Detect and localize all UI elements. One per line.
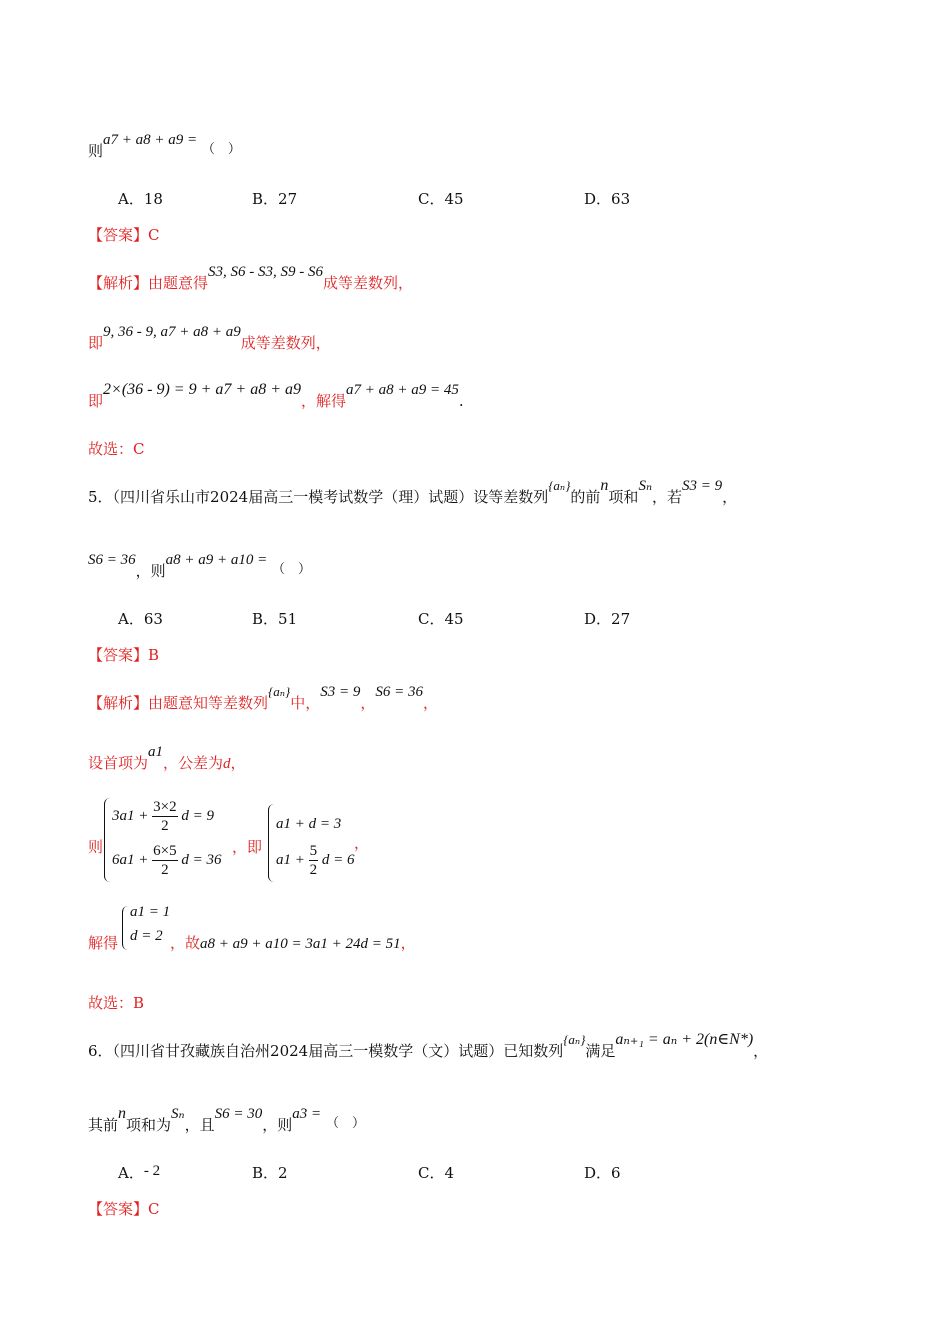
- q4-l3-prefix: 即: [88, 392, 104, 410]
- q6-stem2-d: ，则: [262, 1116, 293, 1134]
- q5-analysis-an: {aₙ}: [268, 684, 291, 699]
- q5-analysis-line1: [88, 684, 438, 713]
- q4-analysis-math: S3, S6 - S3, S9 - S6: [208, 264, 324, 280]
- q6-option-c: C．4: [418, 1164, 455, 1182]
- q5-system-1-row1: [112, 798, 214, 835]
- q4-analysis-line3: [88, 381, 464, 411]
- q5-sys1-r2b: d = 36: [181, 851, 222, 868]
- q4-analysis-line2: [88, 324, 331, 353]
- q4-l2-suffix: 成等差数列，: [240, 334, 331, 352]
- q5-sys1-r2-den: 2: [161, 862, 169, 878]
- q6-stem-an: {aₙ}: [563, 1032, 586, 1047]
- q4-option-c: C．45: [418, 190, 464, 208]
- q6-stem2-n: n: [118, 1105, 127, 1122]
- q5-sys3-r2: d = 2: [130, 928, 163, 944]
- q5-sys1-r1-den: 2: [161, 818, 169, 834]
- q4-l3-mid: ，解得: [300, 392, 346, 410]
- q5-stem-n: n: [600, 477, 609, 494]
- q6-stem-text-c: ，: [753, 1042, 769, 1060]
- q6-stem2-c: ，且: [184, 1116, 215, 1134]
- q6-stem-line2: [88, 1105, 365, 1135]
- q5-analysis-line2: [88, 744, 246, 773]
- q5-sys1-r1-num: 3×2: [153, 799, 177, 815]
- q4-conclusion: 故选：C: [88, 440, 145, 458]
- q5-sys1-r2a: 6a1 +: [112, 851, 149, 868]
- q5-system-1-row2: [112, 842, 221, 879]
- q5-sys2-r2a: a1 +: [276, 851, 305, 868]
- q5-sys3-r1: a1 = 1: [130, 904, 171, 920]
- q4-l3-math2: a7 + a8 + a9 = 45: [346, 382, 459, 398]
- q5-sys2-r1: a1 + d = 3: [276, 816, 342, 832]
- q5-stem-paren: （ ）: [272, 561, 312, 576]
- q5-sys2-r2b: d = 6: [321, 851, 355, 868]
- q5-stem-s3: S3 = 9: [682, 478, 723, 494]
- q5-stem-line1: [88, 477, 738, 507]
- q6-option-a-value: - 2: [143, 1163, 161, 1179]
- q4-stem-prefix: 则: [88, 142, 104, 160]
- q5-l4-end: ，: [400, 934, 416, 952]
- q5-stem-text-b: 的前: [570, 488, 601, 506]
- q5-analysis-end: ，: [422, 694, 438, 712]
- q5-l3-mid: ，即: [232, 838, 263, 856]
- q5-stem-line2: [88, 552, 312, 581]
- q4-l3-math: 2×(36 - 9) = 9 + a7 + a8 + a9: [103, 381, 301, 398]
- q5-option-b: B．51: [252, 610, 298, 628]
- q5-analysis-mid: 中，: [290, 694, 321, 712]
- q5-l4-prefix: 解得: [88, 934, 119, 952]
- q5-stem-text-e: ，: [722, 488, 738, 506]
- q5-system-2-row2: [276, 842, 355, 879]
- q5-l2-end: ，: [230, 754, 246, 772]
- q6-stem2-a3: a3 =: [292, 1106, 322, 1122]
- q5-stem-s6: S6 = 36: [88, 552, 136, 568]
- q5-l4-rest: [170, 932, 416, 953]
- q5-option-d: D．27: [584, 610, 631, 628]
- q6-stem2-sn: Sₙ: [171, 1106, 185, 1122]
- q6-stem-text: 6．（四川省甘孜藏族自治州2024届高三一模数学（文）试题）已知数列: [88, 1042, 564, 1060]
- q4-l2-prefix: 即: [88, 334, 104, 352]
- q5-stem-mid: ，则: [135, 562, 166, 580]
- q5-sys2-r2-num: 5: [309, 843, 318, 859]
- q6-stem2-paren: （ ）: [325, 1115, 365, 1130]
- q4-analysis-text: 由题意得: [148, 274, 209, 292]
- q5-sys2-r2-den: 2: [309, 862, 318, 878]
- q5-answer: 【答案】B: [88, 646, 160, 664]
- q5-system-2: [268, 800, 358, 886]
- q5-stem-sn: Sₙ: [638, 478, 653, 494]
- q6-stem2-a: 其前: [88, 1116, 119, 1134]
- q5-sys1-r1b: d = 9: [181, 807, 214, 824]
- q4-option-b: B．27: [252, 190, 298, 208]
- q5-l2-a1: a1: [148, 744, 164, 760]
- q5-conclusion: 故选：B: [88, 994, 145, 1012]
- q6-stem2-s6: S6 = 30: [214, 1106, 263, 1122]
- q5-stem-an: {aₙ}: [548, 478, 571, 493]
- q4-analysis-label: 【解析】: [88, 274, 149, 292]
- q4-l3-end: .: [458, 392, 464, 410]
- q6-stem2-b: 项和为: [126, 1116, 172, 1134]
- q5-option-a: A．63: [118, 610, 163, 628]
- q6-stem-math: aₙ₊₁ = aₙ + 2(n∈N*): [615, 1031, 754, 1048]
- q4-option-a: A．18: [118, 190, 163, 208]
- q5-option-c: C．45: [418, 610, 464, 628]
- q5-stem-text: 5．（四川省乐山市2024届高三一模考试数学（理）试题）设等差数列: [88, 488, 549, 506]
- q4-answer: 【答案】C: [88, 226, 160, 244]
- q5-l2-d: d: [223, 756, 231, 772]
- q5-sys1-r2-num: 6×5: [153, 843, 177, 859]
- q4-option-d: D．63: [584, 190, 631, 208]
- q5-analysis-text: 由题意知等差数列: [148, 694, 269, 712]
- q6-answer: 【答案】C: [88, 1200, 160, 1218]
- q5-analysis-comma: ，: [360, 694, 376, 712]
- q6-option-a: [118, 1162, 160, 1183]
- q5-l3-end: ，: [354, 834, 370, 852]
- q5-system-1: [104, 794, 234, 886]
- q5-stem-math: a8 + a9 + a10 =: [165, 552, 268, 568]
- q5-l4-mid: ，故: [170, 934, 201, 952]
- q4-l2-math: 9, 36 - 9, a7 + a8 + a9: [103, 324, 241, 340]
- q6-option-d: D．6: [584, 1164, 621, 1182]
- q5-l4-math: a8 + a9 + a10 = 3a1 + 24d = 51: [200, 936, 401, 952]
- q4-stem-line: [88, 132, 241, 161]
- q4-stem-paren: （ ）: [201, 141, 241, 156]
- q5-analysis-label: 【解析】: [88, 694, 149, 712]
- q5-stem-text-d: ，若: [652, 488, 683, 506]
- q5-l2-text2: ，公差为: [163, 754, 224, 772]
- q4-stem-math: a7 + a8 + a9 =: [103, 132, 198, 148]
- q6-stem-text-b: 满足: [585, 1042, 616, 1060]
- q5-sys1-r1a: 3a1 +: [112, 807, 149, 824]
- q6-option-a-label: A．: [118, 1164, 144, 1182]
- q5-l3-prefix: 则: [88, 838, 104, 856]
- q5-analysis-s6: S6 = 36: [375, 684, 423, 700]
- q6-stem-line1: [88, 1031, 769, 1061]
- q6-option-b: B．2: [252, 1164, 288, 1182]
- q4-analysis-line1: [88, 264, 414, 293]
- q5-l2-text: 设首项为: [88, 754, 149, 772]
- q5-analysis-s3: S3 = 9: [320, 684, 361, 700]
- q4-analysis-text-b: 成等差数列，: [323, 274, 414, 292]
- q5-stem-text-c: 项和: [608, 488, 639, 506]
